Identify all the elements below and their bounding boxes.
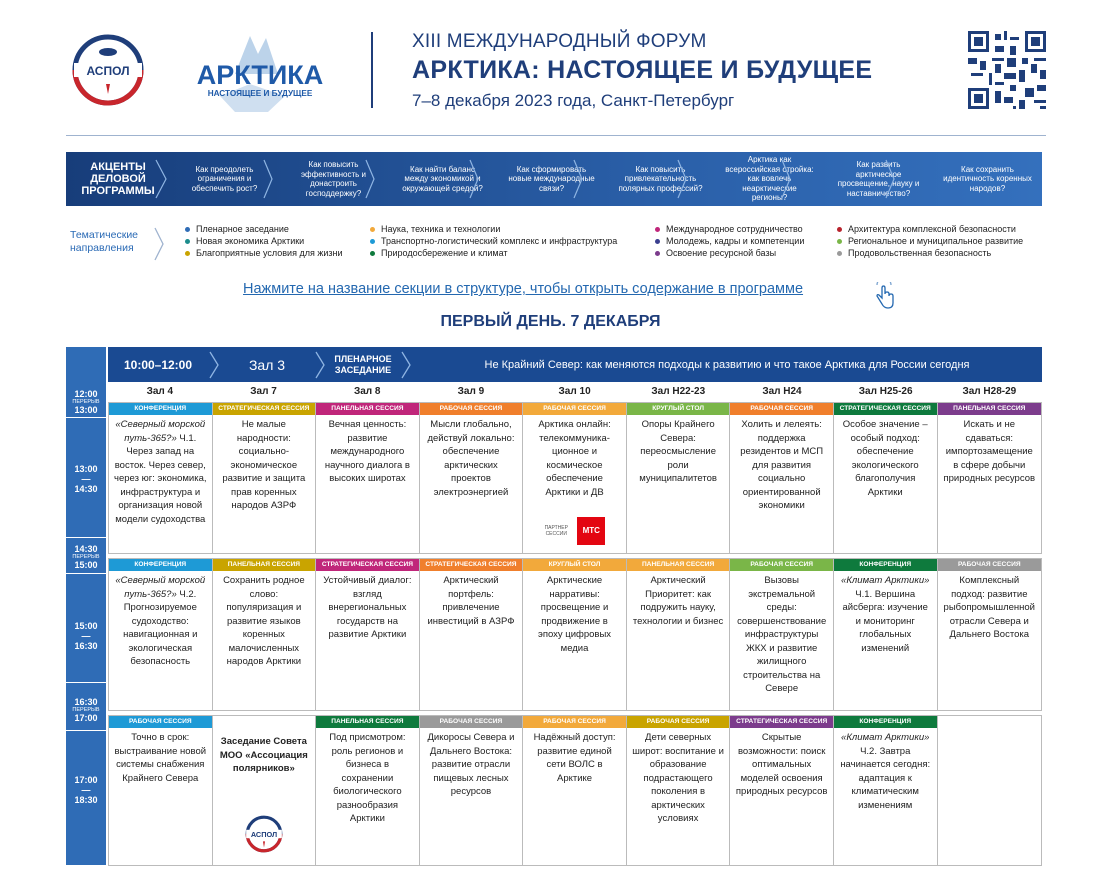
session-type-badge: РАБОЧАЯ СЕССИЯ [730,403,833,415]
time-column [66,347,106,865]
session-type-badge: ПАНЕЛЬНАЯ СЕССИЯ [213,559,316,571]
session-title: Ч.2. Прогнозируемое судоходство: навигационная и экологическая безопасность [123,588,198,667]
session-cell[interactable] [938,559,1042,710]
day-title: ПЕРВЫЙ ДЕНЬ. 7 ДЕКАБРЯ [440,313,661,330]
accent-question-4: Как сформировать новые международные связи? [508,164,595,193]
themes-column-2 [370,223,617,260]
session-title: Опоры Крайнего Севера: переосмысление роли муниципалитетов [639,419,717,484]
session-type-badge: СТРАТЕГИЧЕСКАЯ СЕССИЯ [834,403,937,415]
session-cell[interactable] [627,403,731,553]
session-title: Ч.2. Завтра начинается сегодня: адаптация к климатическим изменениям [840,745,931,811]
accent-question-7: Как развить арктическое просвещение, науку и наставничество? [837,160,920,198]
session-cell[interactable] [730,403,834,553]
session-cell[interactable] [213,403,317,553]
plenary-title: Не Крайний Север: как меняются подходы к развитию и что такое Арктика для России сегодня [484,358,970,371]
time-break-3: 16:30 ПЕРЕРЫВ 17:00 [72,697,100,723]
session-type-badge: СТРАТЕГИЧЕСКАЯ СЕССИЯ [420,559,523,571]
session-type-badge: РАБОЧАЯ СЕССИЯ [420,716,523,728]
session-title: Скрытые возможности: поиск оптимальных моделей освоения природных ресурсов [735,732,828,797]
session-type-badge: РАБОЧАЯ СЕССИЯ [627,716,730,728]
session-title: Сохранить родное слово: популяризация и развитие языков коренных малочисленных народов Арктики [223,575,305,667]
session-type-badge: СТРАТЕГИЧЕСКАЯ СЕССИЯ [316,559,419,571]
session-cell[interactable] [627,716,731,865]
chevron-right-icon [152,226,166,262]
session-type-badge: ПАНЕЛЬНАЯ СЕССИЯ [316,403,419,415]
themes-column-3 [655,223,804,260]
session-type-badge: РАБОЧАЯ СЕССИЯ [109,716,212,728]
session-series: «Северный морской путь-365?» [115,419,206,444]
session-title: Вызовы экстремальной среды: совершенствование инфраструктуры ЖКХ и развитие жилищного строительства на Севере [737,575,827,694]
session-type-badge: СТРАТЕГИЧЕСКАЯ СЕССИЯ [730,716,833,728]
plenary-label: ПЛЕНАРНОЕ ЗАСЕДАНИЕ [334,353,392,375]
session-cell[interactable] [316,559,420,710]
session-type-badge: ПАНЕЛЬНАЯ СЕССИЯ [316,716,419,728]
session-title: Надёжный доступ: развитие единой сети ВОЛС в Арктике [533,732,616,784]
session-cell[interactable] [420,716,524,865]
session-series: «Северный морской путь-365?» [115,575,206,600]
theme-item: Благоприятные условия для жизни [185,247,343,259]
hall-header: Зал Н28-29 [962,386,1017,397]
hall-header: Зал 9 [457,386,485,397]
session-title: Арктический Приоритет: как подружить науку, технологии и бизнес [632,575,724,627]
session-cell[interactable] [834,403,938,553]
session-title: Ч.1. Вершина айсберга: изучение и мониторинг глобальных изменений [842,588,928,654]
hall-header: Зал 10 [558,386,591,397]
session-title: Дикоросы Севера и Дальнего Востока: развитие отрасли пищевых лесных ресурсов [427,732,515,797]
session-cell[interactable] [627,559,731,710]
session-type-badge: РАБОЧАЯ СЕССИЯ [938,559,1042,571]
accents-banner-title: АКЦЕНТЫ ДЕЛОВОЙ ПРОГРАММЫ [81,161,155,197]
session-type-badge: РАБОЧАЯ СЕССИЯ [730,559,833,571]
session-title: Холить и лелеять: поддержка резидентов и МСП для развития социально ориентированной экономики [740,419,824,511]
session-cell[interactable] [523,559,627,710]
accent-question-3: Как найти баланс между экономикой и окружающей средой? [402,164,483,193]
time-slot-3: 17:00 — 18:30 [74,775,98,805]
accent-question-1: Как преодолеть ограничения и обеспечить рост? [191,164,258,193]
session-block-slot-1 [108,402,1042,554]
session-type-badge: КРУГЛЫЙ СТОЛ [523,559,626,571]
theme-item: Транспортно-логистический комплекс и инфраструктура [370,235,617,247]
session-cell[interactable] [316,716,420,865]
forum-edition: XIII МЕЖДУНАРОДНЫЙ ФОРУМ [412,31,707,52]
chevron-right-icon [400,350,412,380]
themes-label: Тематические направления [70,229,139,254]
session-block-slot-3 [108,715,1042,866]
hall-header: Зал 4 [146,386,174,397]
session-title: Точно в срок: выстраивание новой системы снабжения Крайнего Севера [114,732,207,784]
theme-item: Международное сотрудничество [655,223,804,235]
session-type-badge: КОНФЕРЕНЦИЯ [109,559,212,571]
aspol-logo-text: АСПОЛ [250,830,277,840]
session-title: Ч.1. Через запад на восток. Через север, через юг: экономика, инфраструктура и организация новой модели судоходства [114,432,207,525]
hall-header: Зал 7 [250,386,277,397]
theme-item: Пленарное заседание [185,223,343,235]
session-cell[interactable] [834,559,938,710]
aspol-logo [66,32,150,108]
session-title: Под присмотром: роль регионов и бизнеса в сохранении биологического разнообразия Арктики [329,732,406,824]
time-slot-2: 15:00 — 16:30 [74,621,98,651]
session-type-badge: ПАНЕЛЬНАЯ СЕССИЯ [938,403,1042,415]
mts-logo: МТС [577,517,605,545]
partner-label: ПАРТНЕР СЕССИИ [544,525,568,537]
session-cell[interactable] [109,559,213,710]
session-partner [543,517,605,545]
session-title: Не малые народности: социально-экономическое развитие и защита прав коренных народов АЗРФ [222,419,306,511]
session-type-badge: РАБОЧАЯ СЕССИЯ [523,403,626,415]
session-cell [938,716,1042,865]
themes-column-4 [837,223,1023,260]
program-link[interactable]: Нажмите на название секции в структуре, чтобы открыть содержание в программе [243,281,804,297]
accent-question-2: Как повысить эффективность и донастроить господдержку? [300,160,367,198]
session-type-badge: КРУГЛЫЙ СТОЛ [627,403,730,415]
session-block-slot-2 [108,558,1042,711]
plenary-time: 10:00–12:00 [123,357,193,372]
session-cell[interactable] [420,403,524,553]
session-title: Мысли глобально, действуй локально: обеспечение арктических проектов электроэнергией [427,419,515,498]
theme-item: Новая экономика Арктики [185,235,343,247]
session-cell[interactable] [109,403,213,553]
header-divider [371,32,373,108]
accent-question-6: Арктика как всероссийская стройка: как вовлечь неарктические регионы? [725,155,814,203]
plenary-hall: Зал 3 [248,356,286,373]
arktika-forum-logo [180,34,340,114]
session-type-badge: ПАНЕЛЬНАЯ СЕССИЯ [627,559,730,571]
session-title: Арктический портфель: привлечение инвестиций в АЗРФ [427,575,515,627]
hall-header: Зал 8 [353,386,381,397]
theme-item: Продовольственная безопасность [837,247,1023,259]
session-cell[interactable] [938,403,1042,553]
hall-header: Зал Н25-26 [858,386,913,397]
session-title: Искать и не сдаваться: импортозамещение в сфере добычи природных ресурсов [943,419,1036,484]
session-type-badge: РАБОЧАЯ СЕССИЯ [523,716,626,728]
session-cell[interactable] [109,716,213,865]
hand-pointer-icon [873,282,895,310]
session-cell[interactable] [834,716,938,865]
accent-question-5: Как повысить привлекательность полярных профессий? [618,164,703,193]
session-cell[interactable] [213,559,317,710]
time-slot-1: 13:00 — 14:30 [74,464,98,494]
arktika-logo-title: АРКТИКА [196,60,324,90]
header-separator [66,135,1046,136]
theme-item: Молодежь, кадры и компетенции [655,235,804,247]
session-title: Арктические нарративы: просвещение и продвижение в эпоху цифровых медиа [537,575,612,654]
session-cell[interactable] [316,403,420,553]
session-type-badge: РАБОЧАЯ СЕССИЯ [420,403,523,415]
session-cell[interactable] [213,716,317,865]
session-series: «Климат Арктики» [841,575,930,586]
forum-date: 7–8 декабря 2023 года, Санкт-Петербург [412,91,735,110]
session-cell[interactable] [730,559,834,710]
session-cell[interactable] [523,716,627,865]
time-break-1: 12:00 ПЕРЕРЫВ 13:00 [72,389,100,415]
chevron-right-icon [314,350,326,380]
session-type-badge: СТРАТЕГИЧЕСКАЯ СЕССИЯ [213,403,316,415]
aspol-logo-text: АСПОЛ [86,64,130,78]
theme-item: Наука, техника и технологии [370,223,617,235]
themes-column-1 [185,223,343,260]
session-type-badge: КОНФЕРЕНЦИЯ [834,559,937,571]
session-title: Особое значение – особый подход: обеспечение экологического благополучия Арктики [842,419,928,498]
aspol-logo [243,813,285,855]
time-break-2: 14:30 ПЕРЕРЫВ 15:00 [72,544,100,570]
session-title: Заседание Совета МОО «Ассоциация полярников» [219,736,308,774]
session-title: Дети северных широт: воспитание и образование подрастающего поколения в арктических условиях [632,732,724,824]
session-title: Устойчивый диалог: взгляд внерегиональных государств на развитие Арктики [323,575,412,640]
theme-item: Природосбережение и климат [370,247,617,259]
banner-chevrons [66,152,1042,206]
session-type-badge: КОНФЕРЕНЦИЯ [834,716,937,728]
hall-header: Зал Н22-23 [651,386,706,397]
theme-item: Архитектура комплексной безопасности [837,223,1023,235]
session-title: Комплексный подход: развитие рыбопромышленной отрасли Севера и Дальнего Востока [943,575,1035,640]
session-cell[interactable] [420,559,524,710]
arktika-logo-subtitle: НАСТОЯЩЕЕ И БУДУЩЕЕ [207,89,313,98]
session-title: Арктика онлайн: телекоммуника-ционное и космическое обеспечение Арктики и ДВ [538,419,611,498]
session-title: Вечная ценность: развитие международного научного диалога в высоких широтах [324,419,410,484]
halls-header [108,382,1041,402]
session-type-badge: КОНФЕРЕНЦИЯ [109,403,212,415]
theme-item: Региональное и муниципальное развитие [837,235,1023,247]
session-cell[interactable] [730,716,834,865]
accent-question-8: Как сохранить идентичность коренных народов? [943,164,1032,193]
forum-title: АРКТИКА: НАСТОЯЩЕЕ И БУДУЩЕЕ [412,56,873,84]
session-cell[interactable] [523,403,627,553]
chevron-right-icon [208,350,220,380]
theme-item: Освоение ресурсной базы [655,247,804,259]
plenary-bar[interactable] [108,347,1042,382]
session-series: «Климат Арктики» [841,732,930,743]
hall-header: Зал Н24 [762,386,802,397]
qr-code[interactable] [968,31,1046,109]
